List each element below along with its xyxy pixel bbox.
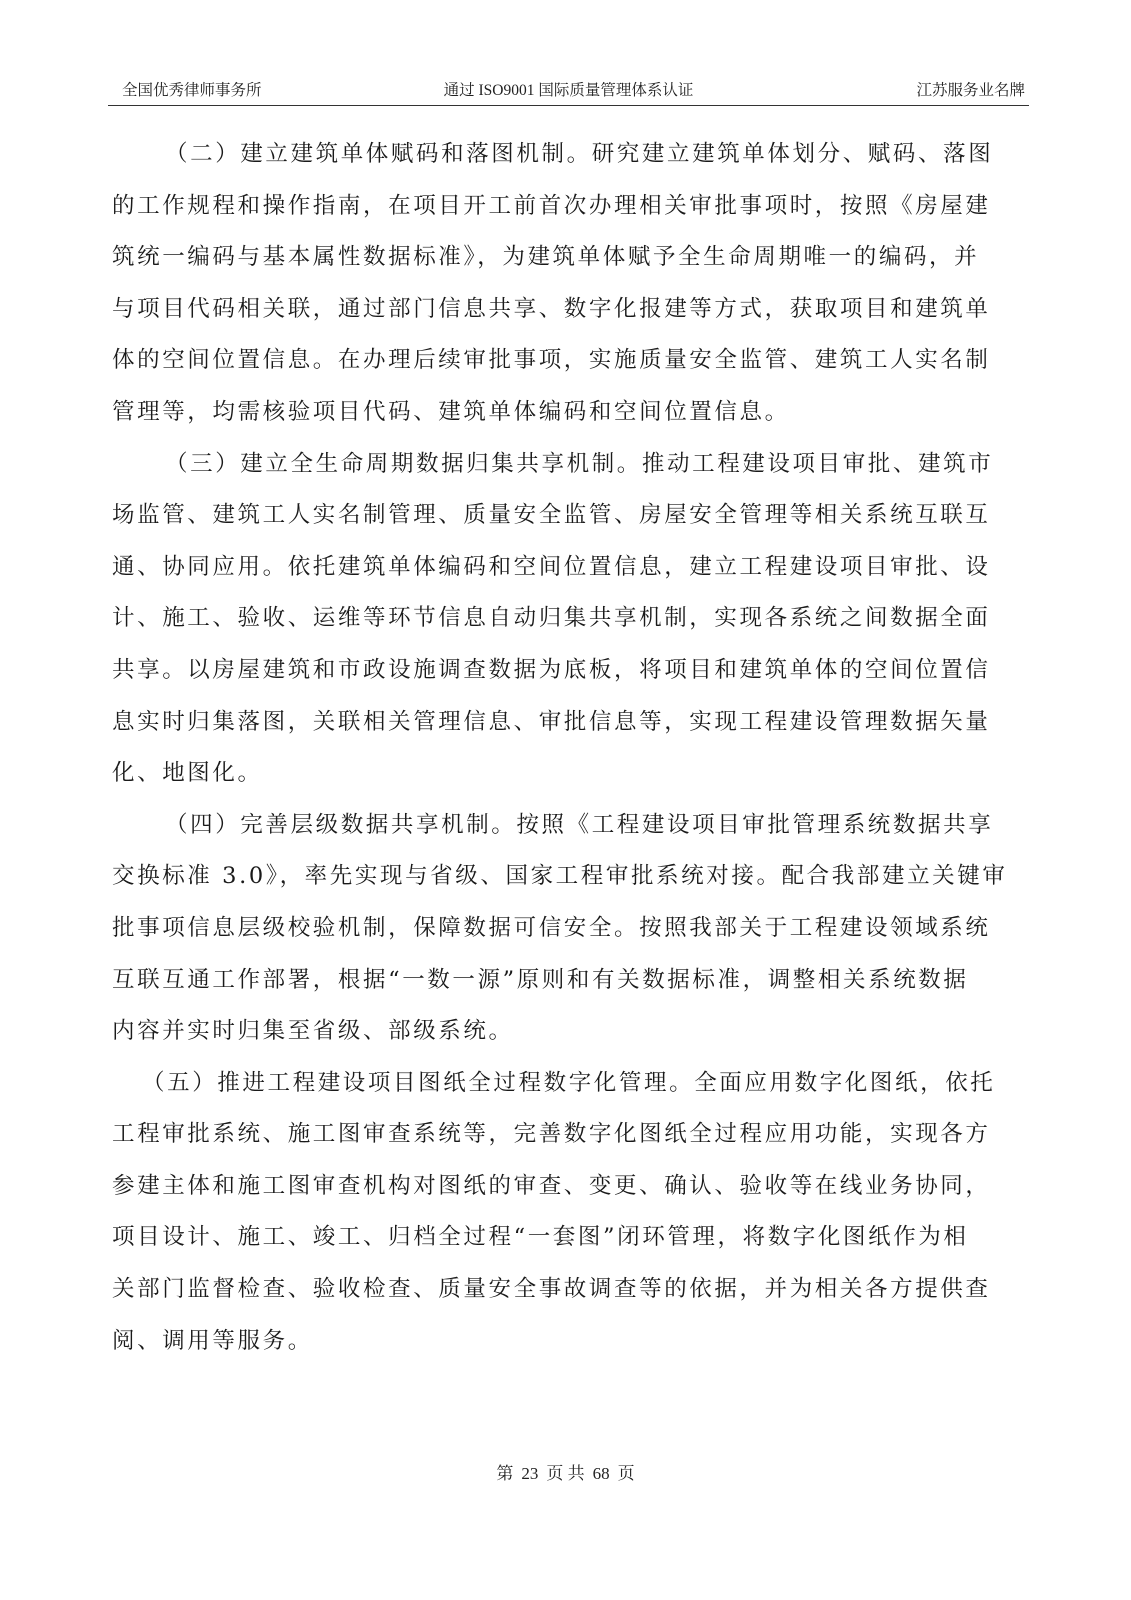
total-page-count: 68: [592, 1464, 610, 1483]
paragraph-line: 批事项信息层级校验机制，保障数据可信安全。按照我部关于工程建设领域系统: [112, 914, 991, 941]
current-page-number: 23: [521, 1464, 539, 1483]
paragraph-section-2: [112, 129, 1024, 439]
paragraph-line: 互联互通工作部署，根据“一数一源”原则和有关数据标准，调整相关系统数据: [112, 966, 969, 993]
paragraph-line: （五）推进工程建设项目图纸全过程数字化管理。全面应用数字化图纸，依托: [142, 1069, 996, 1096]
paragraph-line: 体的空间位置信息。在办理后续审批事项，实施质量安全监管、建筑工人实名制: [112, 347, 991, 374]
paragraph-line: 交换标准 3.0》，率先实现与省级、国家工程审批系统对接。配合我部建立关键审: [112, 863, 1008, 890]
paragraph-line: 计、施工、验收、运维等环节信息自动归集共享机制，实现各系统之间数据全面: [112, 605, 991, 632]
paragraph-line: 工程审批系统、施工图审查系统等，完善数字化图纸全过程应用功能，实现各方: [112, 1121, 991, 1148]
paragraph-line: 管理等，均需核验项目代码、建筑单体编码和空间位置信息。: [112, 398, 790, 425]
page-footer: [0, 1459, 1131, 1484]
paragraph-section-4: [112, 800, 1024, 1058]
paragraph-line: （四）完善层级数据共享机制。按照《工程建设项目审批管理系统数据共享: [165, 811, 994, 838]
paragraph-line: 阅、调用等服务。: [112, 1327, 313, 1354]
header-firm-name: 全国优秀律师事务所: [122, 82, 262, 99]
header-divider: [108, 105, 1029, 106]
paragraph-line: 的工作规程和操作指南，在项目开工前首次办理相关审批事项时，按照《房屋建: [112, 192, 991, 219]
page-header: [108, 78, 1029, 104]
footer-prefix: 第: [496, 1464, 514, 1483]
footer-suffix: 页: [617, 1464, 635, 1483]
paragraph-line: 息实时归集落图，关联相关管理信息、审批信息等，实现工程建设管理数据矢量: [112, 708, 991, 735]
footer-mid: 页 共: [546, 1464, 585, 1483]
paragraph-line: 参建主体和施工图审查机构对图纸的审查、变更、确认、验收等在线业务协同，: [112, 1172, 991, 1199]
paragraph-line: 关部门监督检查、验收检查、质量安全事故调查等的依据，并为相关各方提供查: [112, 1276, 991, 1303]
header-brand: 江苏服务业名牌: [916, 82, 1025, 99]
paragraph-section-5: [112, 1058, 1024, 1368]
paragraph-line: （三）建立全生命周期数据归集共享机制。推动工程建设项目审批、建筑市: [165, 450, 994, 477]
paragraph-line: 项目设计、施工、竣工、归档全过程“一套图”闭环管理，将数字化图纸作为相: [112, 1224, 969, 1251]
header-certification: 通过 ISO9001 国际质量管理体系认证: [443, 82, 694, 99]
paragraph-section-3: [112, 439, 1024, 800]
paragraph-line: 内容并实时归集至省级、部级系统。: [112, 1018, 514, 1045]
paragraph-line: 场监管、建筑工人实名制管理、质量安全监管、房屋安全管理等相关系统互联互: [112, 502, 991, 529]
paragraph-line: 化、地图化。: [112, 760, 263, 787]
paragraph-line: 共享。以房屋建筑和市政设施调查数据为底板，将项目和建筑单体的空间位置信: [112, 656, 991, 683]
paragraph-line: 筑统一编码与基本属性数据标准》，为建筑单体赋予全生命周期唯一的编码，并: [112, 244, 980, 271]
paragraph-line: 与项目代码相关联，通过部门信息共享、数字化报建等方式，获取项目和建筑单: [112, 295, 991, 322]
paragraph-line: 通、协同应用。依托建筑单体编码和空间位置信息，建立工程建设项目审批、设: [112, 553, 991, 580]
paragraph-line: （二）建立建筑单体赋码和落图机制。研究建立建筑单体划分、赋码、落图: [165, 141, 994, 167]
document-body: [112, 129, 1024, 1367]
